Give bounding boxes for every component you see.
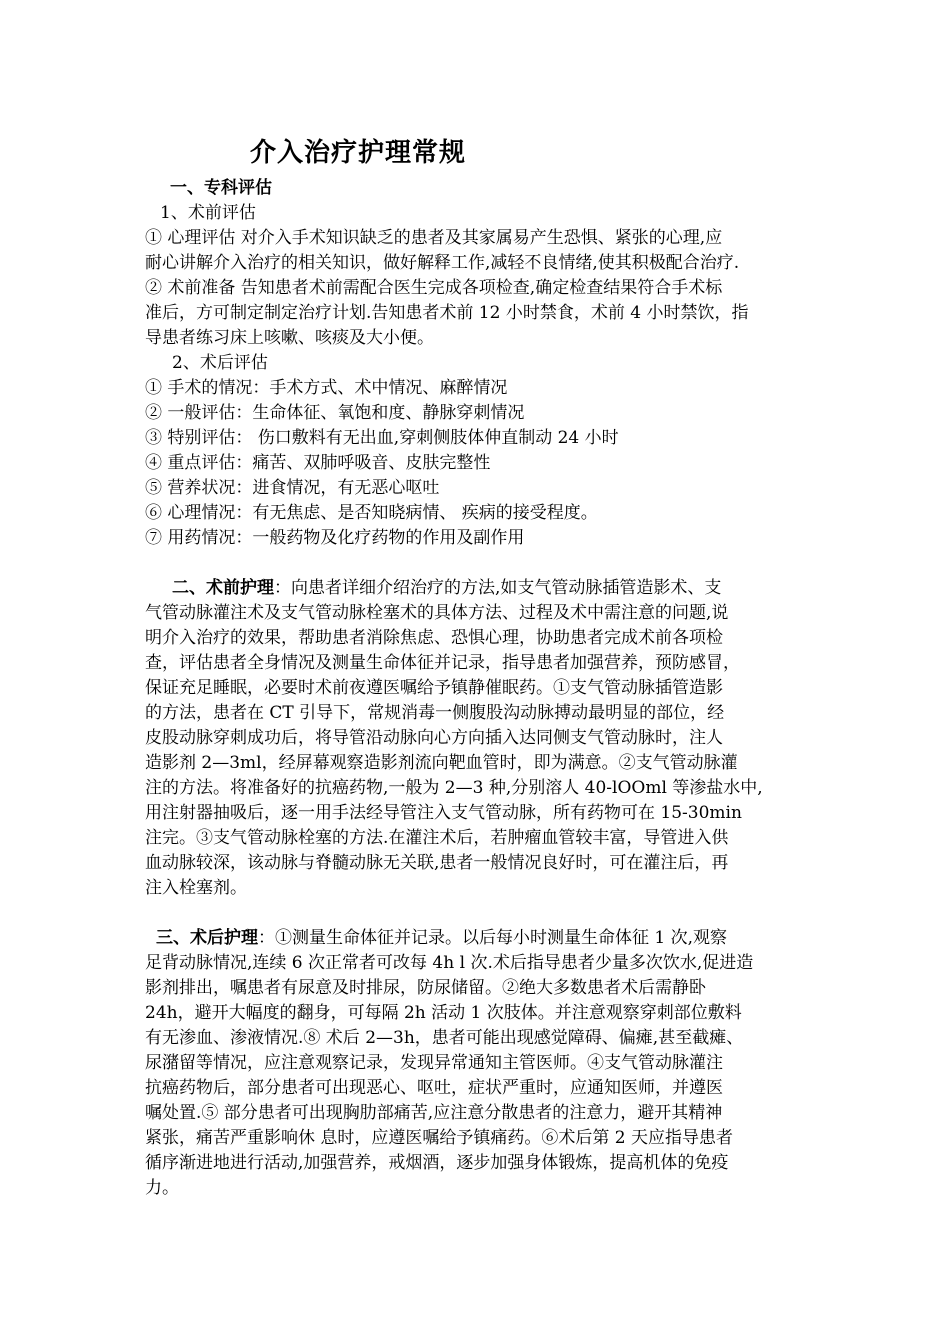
section1-sub1-line: 耐心讲解介入治疗的相关知识，做好解释工作,减轻不良情绪,使其积极配合治疗.	[145, 253, 740, 273]
section2-line: 造影剂 2—3ml，经屏幕观察造影剂流向靶血管时，即为满意。②支气管动脉灌	[145, 753, 738, 773]
section1-sub2-line: ⑥ 心理情况：有无焦虑、是否知晓病情、 疾病的接受程度。	[145, 503, 598, 523]
section3-line: 影剂排出，嘱患者有尿意及时排尿，防尿储留。②绝大多数患者术后需静卧	[145, 978, 706, 998]
section1-sub2-heading: 2、术后评估	[172, 353, 268, 373]
section1-sub1-line: ② 术前准备 告知患者术前需配合医生完成各项检查,确定检查结果符合手术标	[145, 278, 723, 298]
section1-sub2-line: ④ 重点评估：痛苦、双肺呼吸音、皮肤完整性	[145, 453, 491, 473]
section2-heading: 二、术前护理	[172, 578, 274, 598]
section3-line: 力。	[145, 1178, 179, 1198]
section2-line: 的方法，患者在 CT 引导下，常规消毒一侧腹股沟动脉搏动最明显的部位，经	[145, 703, 725, 723]
section3-line: 抗癌药物后，部分患者可出现恶心、呕吐，症状严重时，应通知医师，并遵医	[145, 1078, 723, 1098]
section2-first-line-text: ：向患者详细介绍治疗的方法,如支气管动脉插管造影术、支	[274, 578, 722, 598]
section3-heading: 三、术后护理	[156, 928, 258, 948]
section2-line: 注完。③支气管动脉栓塞的方法.在灌注术后，若肿瘤血管较丰富，导管进入供	[145, 828, 729, 848]
section3-line: 紧张，痛苦严重影响休 息时，应遵医嘱给予镇痛药。⑥术后第 2 天应指导患者	[145, 1128, 734, 1148]
section1-sub2-line: ⑦ 用药情况：一般药物及化疗药物的作用及副作用	[145, 528, 525, 548]
page-title: 介入治疗护理常规	[250, 138, 467, 168]
section3-line: 嘱处置.⑤ 部分患者可出现胸肋部痛苦,应注意分散患者的注意力，避开其精神	[145, 1103, 723, 1123]
section2-line: 血动脉较深，该动脉与脊髓动脉无关联,患者一般情况良好时，可在灌注后，再	[145, 853, 729, 873]
section1-sub2-line: ② 一般评估：生命体征、氧饱和度、静脉穿刺情况	[145, 403, 525, 423]
section2-line: 查，评估患者全身情况及测量生命体征并记录，指导患者加强营养，预防感冒，	[145, 653, 740, 673]
section2-line: 明介入治疗的效果，帮助患者消除焦虑、恐惧心理，协助患者完成术前各项检	[145, 628, 723, 648]
section3-line: 24h，避开大幅度的翻身，可每隔 2h 活动 1 次肢体。并注意观察穿刺部位敷料	[145, 1003, 742, 1023]
section3-line: 足背动脉情况,连续 6 次正常者可改每 4h l 次.术后指导患者少量多次饮水,促进造	[145, 953, 754, 973]
section3-first-line	[156, 926, 727, 950]
section2-line: 气管动脉灌注术及支气管动脉栓塞术的具体方法、过程及术中需注意的问题,说	[145, 603, 729, 623]
section1-sub2-line: ① 手术的情况：手术方式、术中情况、麻醉情况	[145, 378, 508, 398]
section3-line: 循序渐进地进行活动,加强营养，戒烟酒，逐步加强身体锻炼，提高机体的免疫	[145, 1153, 729, 1173]
section1-sub1-line: ① 心理评估 对介入手术知识缺乏的患者及其家属易产生恐惧、紧张的心理,应	[145, 228, 723, 248]
section1-heading: 一、专科评估	[170, 178, 272, 198]
section1-sub2-line: ③ 特别评估： 伤口敷料有无出血,穿刺侧肢体伸直制动 24 小时	[145, 428, 619, 448]
section3-line: 尿潴留等情况，应注意观察记录，发现异常通知主管医师。④支气管动脉灌注	[145, 1053, 723, 1073]
section3-line: 有无渗血、渗液情况.⑧ 术后 2—3h，患者可能出现感觉障碍、偏瘫,甚至截瘫、	[145, 1028, 744, 1048]
section2-line: 注的方法。将准备好的抗癌药物,一般为 2—3 种,分别溶人 40-lOOml 等渗盐水中,	[145, 778, 763, 798]
section1-sub2-line: ⑤ 营养状况：进食情况，有无恶心呕吐	[145, 478, 440, 498]
section3-first-line-text: ：①测量生命体征并记录。以后每小时测量生命体征 1 次,观察	[258, 928, 728, 948]
section2-line: 用注射器抽吸后，逐一用手法经导管注入支气管动脉，所有药物可在 15-30min	[145, 803, 742, 823]
section2-line: 注入栓塞剂。	[145, 878, 247, 898]
section1-sub1-line: 导患者练习床上咳嗽、咳痰及大小便。	[145, 328, 434, 348]
section2-line: 皮股动脉穿刺成功后，将导管沿动脉向心方向插入达同侧支气管动脉时，注人	[145, 728, 723, 748]
section1-sub1-line: 准后，方可制定制定治疗计划.告知患者术前 12 小时禁食，术前 4 小时禁饮，指	[145, 303, 749, 323]
section1-sub1-heading: 1、术前评估	[160, 203, 256, 223]
section2-line: 保证充足睡眠，必要时术前夜遵医嘱给予镇静催眠药。①支气管动脉插管造影	[145, 678, 723, 698]
section2-first-line	[172, 576, 721, 600]
